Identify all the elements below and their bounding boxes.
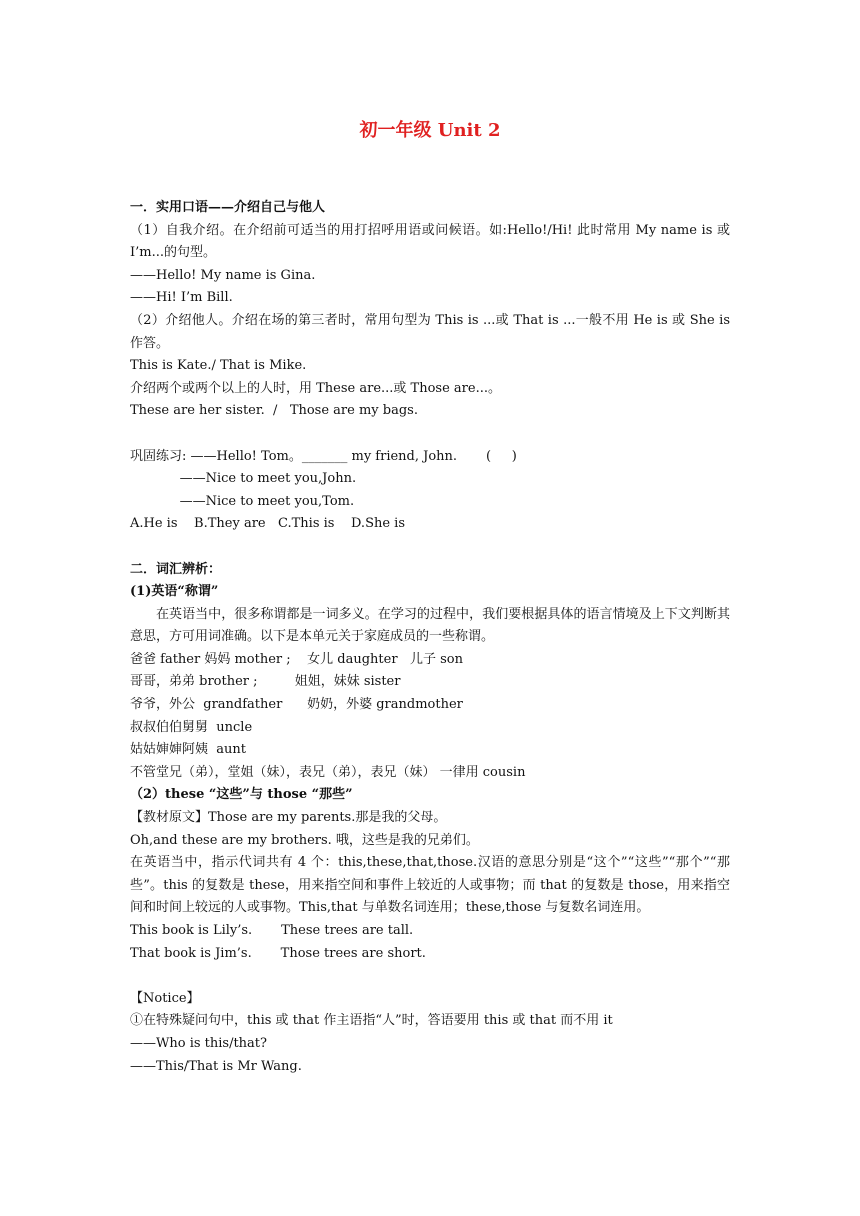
- example-sentence: This book is Lily’s. These trees are tall.: [130, 923, 414, 938]
- document-title: 初一年级 Unit 2: [359, 120, 501, 141]
- textbook-original-line: 【教材原文】Those are my parents.那是我的父母。: [130, 810, 447, 826]
- notice-label: 【Notice】: [130, 990, 200, 1006]
- section1-heading: 一．实用口语——介绍自己与他人: [130, 200, 326, 215]
- demonstratives-paragraph: 在英语当中，指示代词共有 4 个：this,these,that,those.汉语的意思分别是“这个”“这些”“那个”“那些”。this 的复数是 these，用来指空间和事件上较近的人或事物；而 that 的复数是 those，用来指空间和时间上较远的人或事物。This,that 与单数名词连用；these,those 与复数名词连用。: [130, 855, 730, 916]
- kinship-term-row: 姑姑婶婶阿姨 aunt: [130, 742, 246, 758]
- example-dialog-line: ——This/That is Mr Wang.: [130, 1058, 302, 1074]
- textbook-original-line: Oh,and these are my brothers. 哦，这些是我的兄弟们。: [130, 832, 479, 848]
- example-sentence: This is Kate./ That is Mike.: [130, 358, 307, 374]
- kinship-term-row: 哥哥，弟弟 brother ; 姐姐，妹妹 sister: [130, 674, 401, 690]
- practice-reply: ——Nice to meet you,Tom.: [130, 493, 355, 509]
- section2-heading: 二．词汇辨析：: [130, 561, 222, 577]
- example-sentence: That book is Jim’s. Those trees are short.: [130, 945, 426, 961]
- practice-question: 巩固练习: ——Hello! Tom。_______ my friend, John. ( ): [130, 448, 517, 464]
- example-dialog-line: ——Hello! My name is Gina.: [130, 267, 316, 283]
- kinship-paragraph: 在英语当中，很多称谓都是一词多义。在学习的过程中，我们要根据具体的语言情境及上下文判断其意思，方可用词准确。以下是本单元关于家庭成员的一些称谓。: [130, 606, 730, 645]
- kinship-term-row: 爸爸 father 妈妈 mother ; 女儿 daughter 儿子 son: [130, 651, 463, 667]
- plural-intro-sentence: 介绍两个或两个以上的人时，用 These are...或 Those are...。: [130, 380, 501, 396]
- kinship-term-row: 叔叔伯伯舅舅 uncle: [130, 719, 253, 735]
- example-dialog-line: ——Who is this/that?: [130, 1035, 268, 1051]
- practice-options: A.He is B.They are C.This is D.She is: [130, 516, 405, 532]
- kinship-term-row: 爷爷，外公 grandfather 奶奶，外婆 grandmother: [130, 697, 463, 713]
- self-intro-paragraph: （1）自我介绍。在介绍前可适当的用打招呼用语或问候语。如:Hello!/Hi! 此时常用 My name is 或 I’m...的句型。: [130, 222, 730, 261]
- subheading-these-those: （2）these “这些”与 those “那些”: [130, 787, 353, 803]
- kinship-term-row: 不管堂兄（弟），堂姐（妹），表兄（弟），表兄（妹） 一律用 cousin: [130, 764, 526, 780]
- document-body: [130, 197, 730, 1078]
- practice-reply: ——Nice to meet you,John.: [130, 471, 357, 487]
- notice-item: ①在特殊疑问句中，this 或 that 作主语指“人”时，答语要用 this 或 that 而不用 it: [130, 1013, 613, 1029]
- intro-others-paragraph: （2）介绍他人。介绍在场的第三者时，常用句型为 This is ...或 That is ...一般不用 He is 或 She is 作答。: [130, 312, 730, 351]
- subheading-kinship-terms: (1)英语“称谓”: [130, 584, 219, 600]
- example-dialog-line: ——Hi! I’m Bill.: [130, 290, 233, 306]
- example-sentence: These are her sister. / Those are my bags.: [130, 403, 418, 419]
